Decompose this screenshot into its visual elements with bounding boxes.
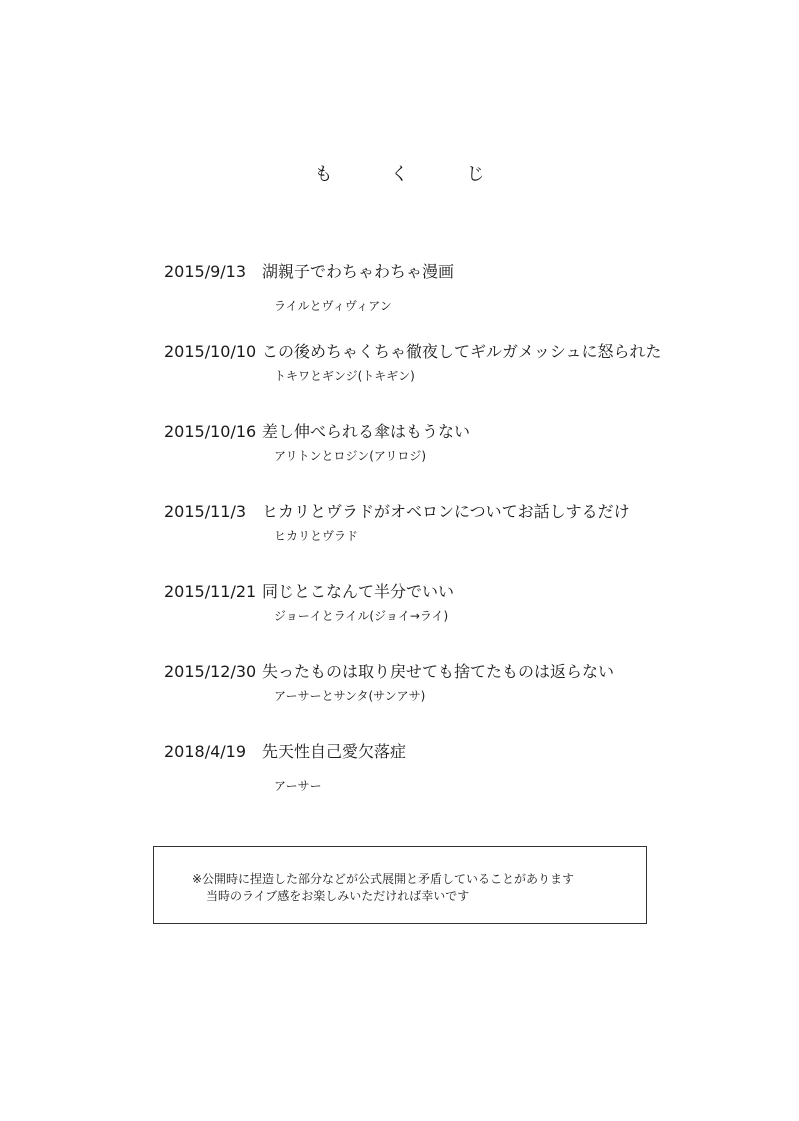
toc-entry-characters: ジョーイとライル(ジョイ→ライ) [274, 609, 449, 623]
toc-entry-characters: アーサーとサンタ(サンアサ) [274, 689, 426, 703]
table-of-contents [164, 262, 724, 822]
toc-entry-date: 2015/9/13 [164, 262, 247, 281]
page-title: も く じ [314, 164, 505, 185]
notice-line: 当時のライブ感をお楽しみいただければ幸いです [206, 889, 470, 903]
toc-entry [164, 662, 724, 742]
toc-entry [164, 742, 724, 822]
toc-entry-characters: トキワとギンジ(トキギン) [274, 369, 415, 383]
toc-entry-date: 2015/11/21 [164, 582, 257, 601]
toc-entry [164, 502, 724, 582]
notice-line: ※公開時に捏造した部分などが公式展開と矛盾していることがあります [192, 872, 575, 886]
toc-entry [164, 422, 724, 502]
toc-entry-date: 2015/11/3 [164, 502, 247, 521]
toc-entry-characters: ヒカリとヴラド [274, 529, 359, 543]
toc-entry-date: 2015/10/10 [164, 342, 257, 361]
toc-entry-title: 先天性自己愛欠落症 [262, 742, 407, 761]
toc-entry [164, 262, 724, 342]
notice-box [153, 846, 647, 924]
toc-entry-title: 失ったものは取り戻せても捨てたものは返らない [262, 662, 615, 681]
toc-entry [164, 342, 724, 422]
toc-entry [164, 582, 724, 662]
toc-entry-date: 2015/10/16 [164, 422, 257, 441]
toc-entry-title: 湖親子でわちゃわちゃ漫画 [262, 262, 455, 281]
toc-entry-characters: アーサー [274, 779, 322, 793]
toc-entry-date: 2018/4/19 [164, 742, 247, 761]
toc-entry-title: この後めちゃくちゃ徹夜してギルガメッシュに怒られた [262, 342, 662, 361]
toc-entry-characters: アリトンとロジン(アリロジ) [274, 449, 427, 463]
toc-entry-date: 2015/12/30 [164, 662, 257, 681]
toc-entry-title: ヒカリとヴラドがオベロンについてお話しするだけ [262, 502, 630, 521]
toc-entry-title: 同じとこなんて半分でいい [262, 582, 455, 601]
toc-entry-characters: ライルとヴィヴィアン [274, 299, 392, 313]
toc-entry-title: 差し伸べられる傘はもうない [262, 422, 471, 441]
